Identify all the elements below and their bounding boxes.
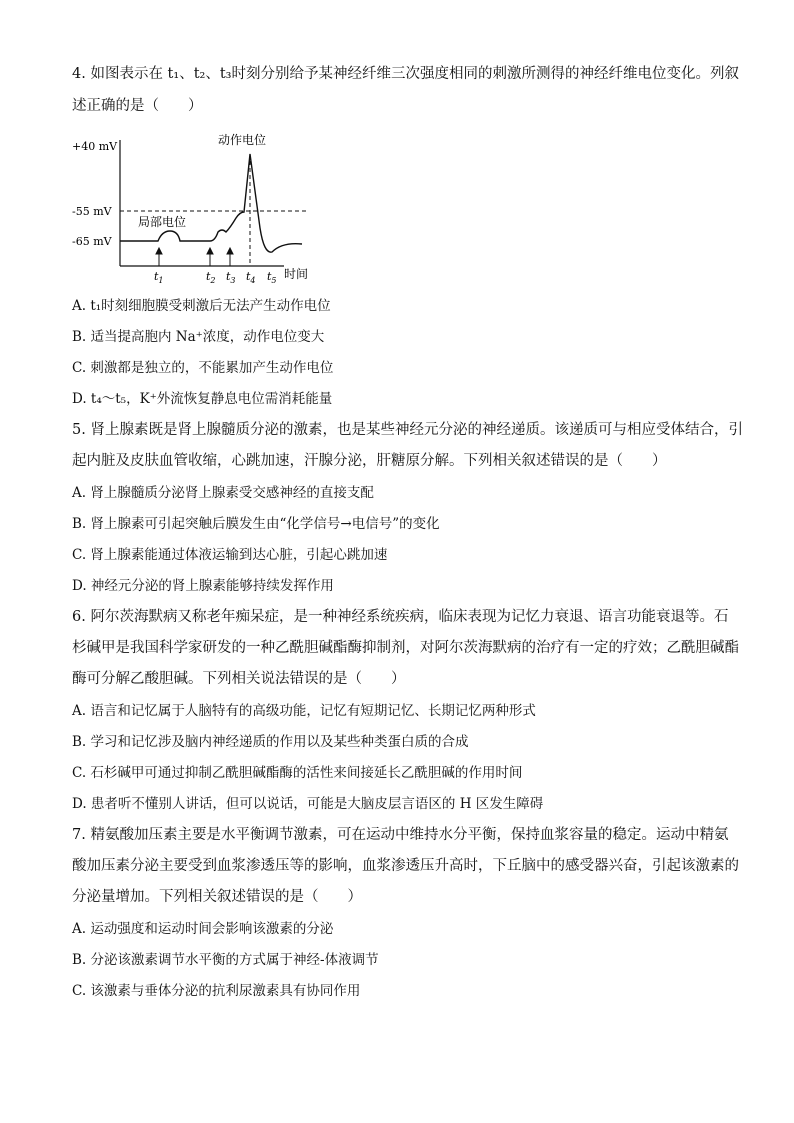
q4-stem-line-1	[72, 64, 739, 84]
y-label-plus40: +40 mV	[72, 140, 118, 153]
q4-stem-text-1: 如图表示在 t₁、t₂、t₃时刻分别给予某神经纤维三次强度相同的刺激所测得的神经纤维电位变化。列叙	[90, 66, 739, 82]
q6-option-d[interactable]: D. 患者听不懂别人讲话，但可以说话，可能是大脑皮层言语区的 H 区发生障碍	[72, 796, 544, 812]
time-label-t3: $t_3$	[226, 270, 236, 285]
time-label-t4: $t_4$	[246, 270, 256, 285]
y-label-minus65: -65 mV	[72, 235, 112, 248]
annotation-action-potential: 动作电位	[218, 133, 267, 147]
q5-option-a[interactable]: A. 肾上腺髓质分泌肾上腺素受交感神经的直接支配	[72, 485, 374, 501]
membrane-potential-curve	[120, 154, 302, 252]
q6-option-c[interactable]: C. 石杉碱甲可通过抑制乙酰胆碱酯酶的活性来间接延长乙酰胆碱的作用时间	[72, 765, 523, 781]
q4-option-b[interactable]: B. 适当提高胞内 Na⁺浓度，动作电位变大	[72, 329, 325, 345]
q7-option-c[interactable]: C. 该激素与垂体分泌的抗利尿激素具有协同作用	[72, 983, 361, 999]
y-label-minus55: -55 mV	[72, 205, 112, 218]
q5-stem-line-1: 5. 肾上腺素既是肾上腺髓质分泌的激素，也是某些神经元分泌的神经递质。该递质可与相应受体结合，引	[72, 422, 743, 438]
q5-option-c[interactable]: C. 肾上腺素能通过体液运输到达心脏，引起心跳加速	[72, 547, 388, 563]
q4-number: 4.	[72, 66, 86, 82]
time-label-t2: $t_2$	[206, 270, 216, 285]
time-label-t1: $t_1$	[154, 270, 164, 285]
time-label-t5: $t_5$	[267, 270, 277, 285]
q6-stem-line-1: 6. 阿尔茨海默病又称老年痴呆症，是一种神经系统疾病，临床表现为记忆力衰退、语言功能衰退等。石	[72, 609, 729, 625]
x-axis-label: 时间	[284, 267, 309, 281]
q5-option-b[interactable]: B. 肾上腺素可引起突触后膜发生由“化学信号→电信号”的变化	[72, 516, 440, 532]
q6-stem-line-3: 酶可分解乙酸胆碱。下列相关说法错误的是（ ）	[72, 671, 406, 687]
q4-option-d[interactable]: D. t₄～t₅，K⁺外流恢复静息电位需消耗能量	[72, 391, 333, 407]
q6-option-a[interactable]: A. 语言和记忆属于人脑特有的高级功能，记忆有短期记忆、长期记忆两种形式	[72, 703, 536, 719]
q6-option-b[interactable]: B. 学习和记忆涉及脑内神经递质的作用以及某些种类蛋白质的合成	[72, 734, 469, 750]
q6-stem-line-2: 杉碱甲是我国科学家研发的一种乙酰胆碱酯酶抑制剂，对阿尔茨海默病的治疗有一定的疗效；乙酰胆碱酯	[72, 640, 739, 656]
q7-stem-line-1: 7. 精氨酸加压素主要是水平衡调节激素，可在运动中维持水分平衡，保持血浆容量的稳定。运动中精氨	[72, 827, 729, 843]
q4-option-c[interactable]: C. 刺激都是独立的，不能累加产生动作电位	[72, 360, 334, 376]
action-potential-figure	[70, 128, 330, 288]
q4-option-a[interactable]: A. t₁时刻细胞膜受刺激后无法产生动作电位	[72, 298, 331, 314]
q4-stem-line-2: 述正确的是（ ）	[72, 98, 203, 114]
q5-stem-line-2: 起内脏及皮肤血管收缩，心跳加速，汗腺分泌，肝糖原分解。下列相关叙述错误的是（ ）	[72, 453, 667, 469]
annotation-local-potential: 局部电位	[138, 215, 187, 229]
q7-stem-line-3: 分泌量增加。下列相关叙述错误的是（ ）	[72, 889, 362, 905]
q7-option-b[interactable]: B. 分泌该激素调节水平衡的方式属于神经-体液调节	[72, 952, 379, 968]
q7-stem-line-2: 酸加压素分泌主要受到血浆渗透压等的影响，血浆渗透压升高时，下丘脑中的感受器兴奋，引起该激素的	[72, 858, 739, 874]
q5-option-d[interactable]: D. 神经元分泌的肾上腺素能够持续发挥作用	[72, 578, 334, 594]
q7-option-a[interactable]: A. 运动强度和运动时间会影响该激素的分泌	[72, 921, 334, 937]
stimulus-arrows	[156, 248, 233, 266]
